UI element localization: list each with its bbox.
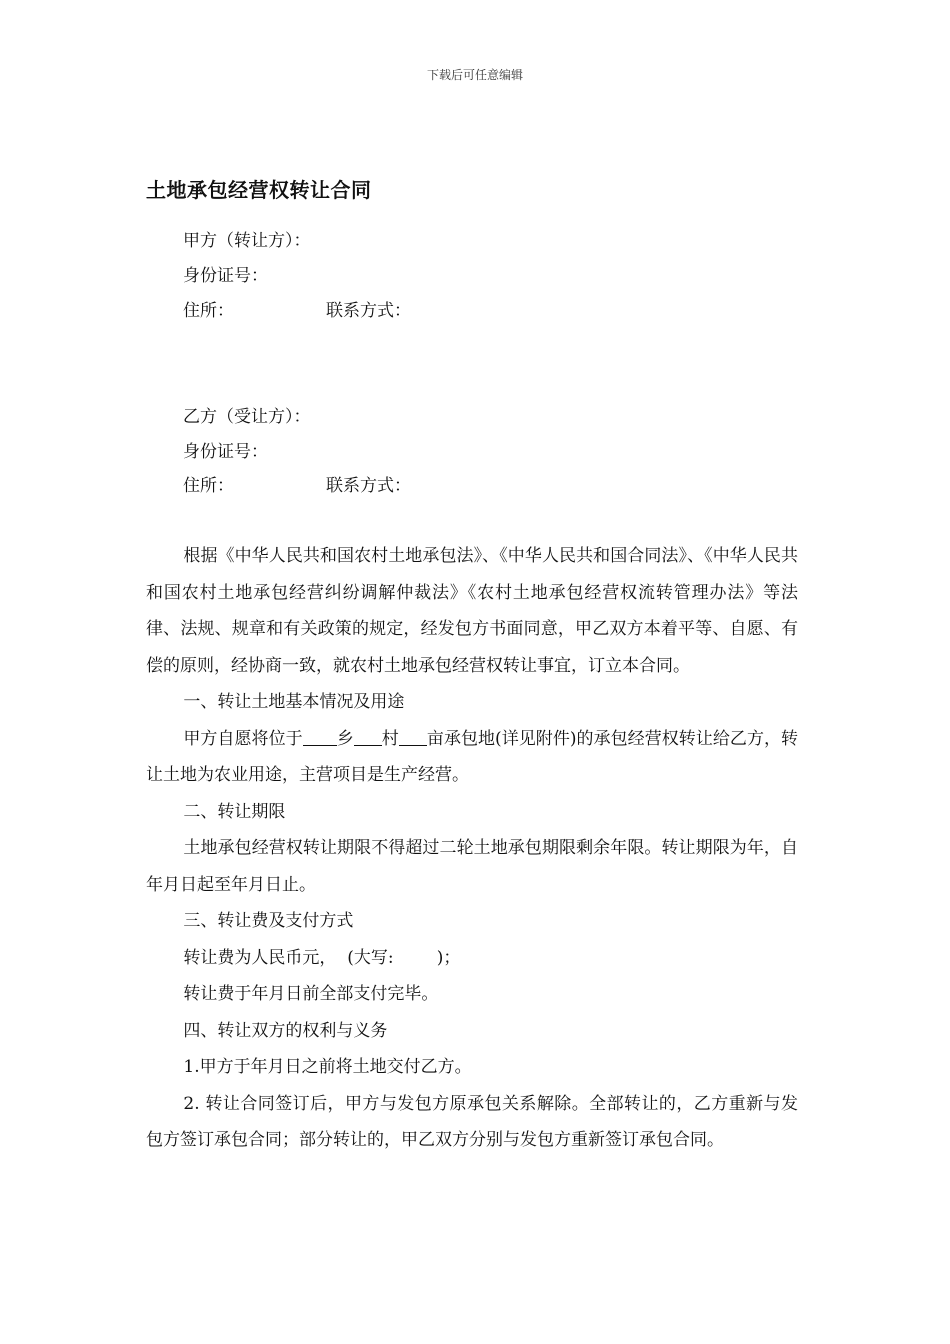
party-b-name-line bbox=[183, 402, 311, 427]
party-a-address-line bbox=[183, 296, 411, 321]
party-a-address-label: 住所： bbox=[183, 301, 234, 321]
party-a-name-label: 甲方（转让方）： bbox=[183, 231, 311, 251]
township-blank bbox=[303, 728, 337, 746]
party-a-name-line bbox=[183, 226, 311, 251]
section-2-paragraph: 土地承包经营权转让期限不得超过二轮土地承包期限剩余年限。转让期限为年，自年月日起至年月日止。 bbox=[146, 838, 798, 895]
section-3-heading: 三、转让费及支付方式 bbox=[183, 911, 354, 931]
party-a-id-label: 身份证号： bbox=[183, 266, 268, 286]
section-1-text-3: 村 bbox=[381, 728, 399, 749]
header-note: 下载后可任意编辑 bbox=[426, 68, 523, 82]
area-blank bbox=[399, 728, 427, 746]
party-a-id-line bbox=[183, 261, 268, 286]
party-b-id-label: 身份证号： bbox=[183, 442, 268, 462]
section-3-paragraph-1: 转让费为人民币元， (大写: )； bbox=[183, 947, 461, 968]
section-1-text-1: 甲方自愿将位于 bbox=[183, 728, 303, 749]
section-4-paragraph-1: 1.甲方于年月日之前将土地交付乙方。 bbox=[183, 1057, 472, 1077]
section-2-heading: 二、转让期限 bbox=[183, 801, 286, 822]
party-b-address-label: 住所： bbox=[183, 476, 234, 496]
contract-body bbox=[146, 538, 798, 1159]
village-blank bbox=[354, 728, 382, 746]
section-1-text-2: 乡 bbox=[336, 728, 354, 749]
document-title: 土地承包经营权转让合同 bbox=[146, 178, 372, 202]
party-b-address-line bbox=[183, 471, 411, 496]
section-1-paragraph bbox=[146, 721, 798, 794]
party-b-name-label: 乙方（受让方）： bbox=[183, 407, 311, 427]
section-3-paragraph-2: 转让费于年月日前全部支付完毕。 bbox=[183, 984, 439, 1004]
preamble-paragraph: 根据《中华人民共和国农村土地承包法》、《中华人民共和国合同法》、《中华人民共和国农村土地承包经营纠纷调解仲裁法》《农村土地承包经营权流转管理办法》等法律、法规、规章和有关政策的规定，经发包方书面同意，甲乙双方本着平等、自愿、有偿的原则，经协商一致，就农村土地承包经营权转让事宜，订立本合同。 bbox=[146, 546, 798, 676]
section-4-paragraph-2: 2. 转让合同签订后，甲方与发包方原承包关系解除。全部转让的，乙方重新与发包方签订承包合同；部分转让的，甲乙双方分别与发包方重新签订承包合同。 bbox=[146, 1093, 798, 1150]
section-4-heading: 四、转让双方的权利与义务 bbox=[183, 1020, 388, 1041]
party-a-contact-label: 联系方式： bbox=[326, 301, 411, 321]
party-b-id-line bbox=[183, 437, 268, 462]
section-1-text-4: 亩承包地(详见附件)的承包经营权转让给乙方，转让土地为农业用途，主营项目是生产经营。 bbox=[146, 728, 799, 785]
party-b-contact-label: 联系方式： bbox=[326, 476, 411, 496]
section-1-heading: 一、转让土地基本情况及用途 bbox=[183, 692, 405, 712]
